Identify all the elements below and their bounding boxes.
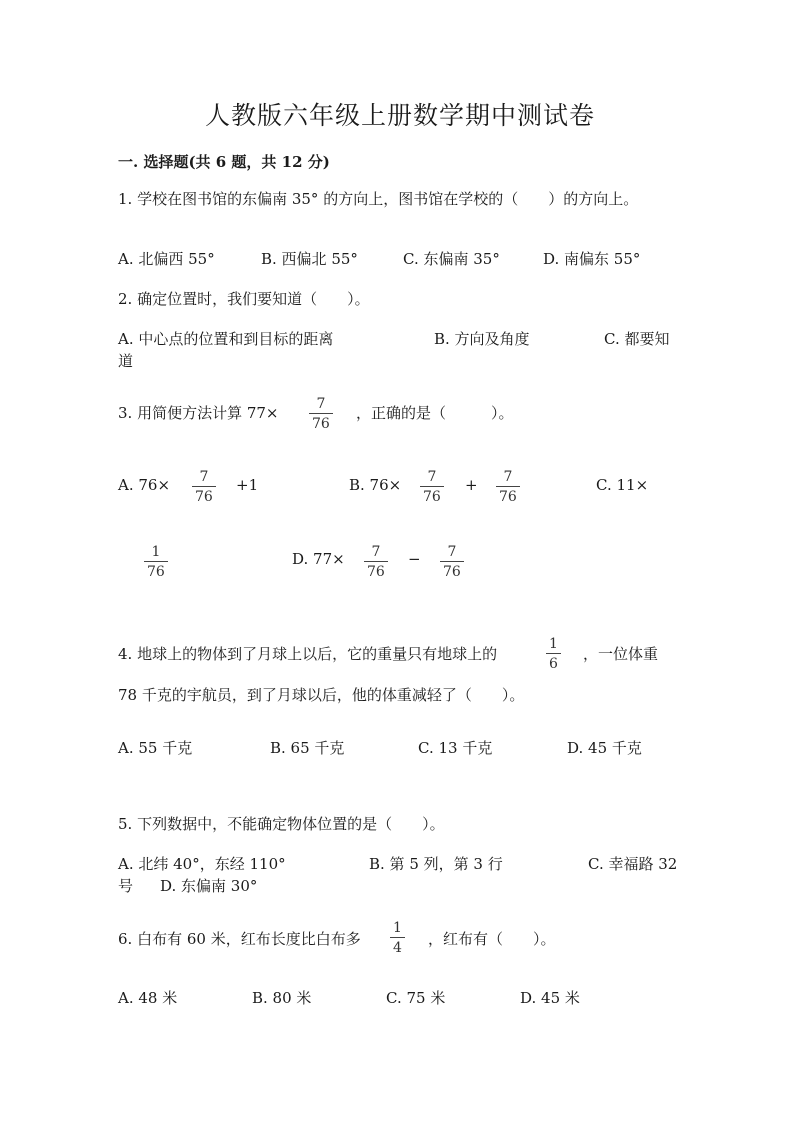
question-6-option-d: D. 45 米 — [520, 989, 580, 1007]
question-4-option-b: B. 65 千克 — [270, 739, 345, 757]
fraction-denominator: 6 — [549, 656, 558, 672]
fraction-denominator: 76 — [443, 564, 461, 580]
question-4-option-d: D. 45 千克 — [567, 739, 642, 757]
question-3-option-b-fraction-1 — [420, 470, 444, 504]
question-4-option-c: C. 13 千克 — [418, 739, 493, 757]
question-6-prefix: 6. 白布有 60 米，红布长度比白布多 — [118, 930, 361, 948]
question-4-option-a: A. 55 千克 — [118, 739, 193, 757]
question-2-option-c: C. 都要知 — [604, 330, 670, 348]
question-1-option-b: B. 西偏北 55° — [261, 250, 358, 268]
question-3-option-a-fraction — [192, 470, 216, 504]
fraction-numerator: 7 — [503, 469, 513, 485]
question-3-option-c-prefix: C. 11× — [596, 476, 649, 494]
fraction-denominator: 76 — [423, 489, 441, 505]
question-5-option-b: B. 第 5 列，第 3 行 — [369, 855, 503, 873]
question-3-prefix: 3. 用简便方法计算 77× — [118, 404, 279, 422]
question-1-option-c: C. 东偏南 35° — [403, 250, 500, 268]
fraction-denominator: 76 — [195, 489, 213, 505]
question-3-option-c-fraction — [144, 545, 168, 579]
question-2-text: 2. 确定位置时，我们要知道（ ）。 — [118, 290, 370, 308]
fraction-numerator: 7 — [427, 469, 437, 485]
question-3-option-d-fraction-1 — [364, 545, 388, 579]
section-heading: 一. 选择题(共 6 题，共 12 分) — [118, 153, 330, 171]
question-6-option-b: B. 80 米 — [252, 989, 312, 1007]
fraction-numerator: 7 — [199, 469, 209, 485]
question-3-fraction — [309, 397, 333, 431]
fraction-denominator: 76 — [147, 564, 165, 580]
question-2-option-a: A. 中心点的位置和到目标的距离 — [118, 330, 334, 348]
fraction-denominator: 76 — [312, 416, 330, 432]
fraction-denominator: 76 — [367, 564, 385, 580]
page-title: 人教版六年级上册数学期中测试卷 — [204, 101, 595, 130]
question-4-line-1: 4. 地球上的物体到了月球上以后，它的重量只有地球上的 — [118, 645, 498, 663]
question-4-fraction — [546, 637, 561, 671]
question-6-suffix: ，红布有（ ）。 — [428, 930, 556, 948]
fraction-denominator: 4 — [393, 940, 402, 956]
question-5-option-c-continued: 号 — [118, 877, 134, 895]
fraction-numerator: 1 — [393, 920, 402, 936]
question-3-option-a-prefix: A. 76× — [118, 476, 171, 494]
fraction-numerator: 7 — [316, 396, 326, 412]
question-4-line-1-suffix: ，一位体重 — [583, 645, 659, 663]
question-3-suffix: ，正确的是（ ）。 — [356, 404, 514, 422]
question-5-option-c: C. 幸福路 32 — [588, 855, 678, 873]
question-3-option-d-fraction-2 — [440, 545, 464, 579]
question-3-option-b-fraction-2 — [496, 470, 520, 504]
question-1-option-d: D. 南偏东 55° — [543, 250, 641, 268]
question-3-option-b-prefix: B. 76× — [349, 476, 402, 494]
question-6-option-c: C. 75 米 — [386, 989, 446, 1007]
fraction-numerator: 7 — [447, 544, 457, 560]
question-1-option-a: A. 北偏西 55° — [118, 250, 215, 268]
fraction-numerator: 1 — [549, 636, 558, 652]
question-3-option-b-plus: + — [465, 476, 478, 494]
question-5-option-d: D. 东偏南 30° — [160, 877, 258, 895]
question-2-option-c-continued: 道 — [118, 352, 134, 370]
fraction-denominator: 76 — [499, 489, 517, 505]
fraction-numerator: 7 — [371, 544, 381, 560]
fraction-numerator: 1 — [151, 544, 161, 560]
question-5-option-a: A. 北纬 40°，东经 110° — [118, 855, 286, 873]
question-3-option-a-suffix: +1 — [236, 476, 259, 494]
question-3-option-d-minus: − — [408, 550, 421, 568]
question-3-option-d-prefix: D. 77× — [292, 550, 345, 568]
question-6-option-a: A. 48 米 — [118, 989, 178, 1007]
question-1-text: 1. 学校在图书馆的东偏南 35° 的方向上，图书馆在学校的（ ）的方向上。 — [118, 190, 639, 208]
question-4-line-2: 78 千克的宇航员，到了月球以后，他的体重减轻了（ ）。 — [118, 686, 525, 704]
question-5-text: 5. 下列数据中，不能确定物体位置的是（ ）。 — [118, 815, 445, 833]
question-2-option-b: B. 方向及角度 — [434, 330, 530, 348]
question-6-fraction — [390, 921, 405, 955]
